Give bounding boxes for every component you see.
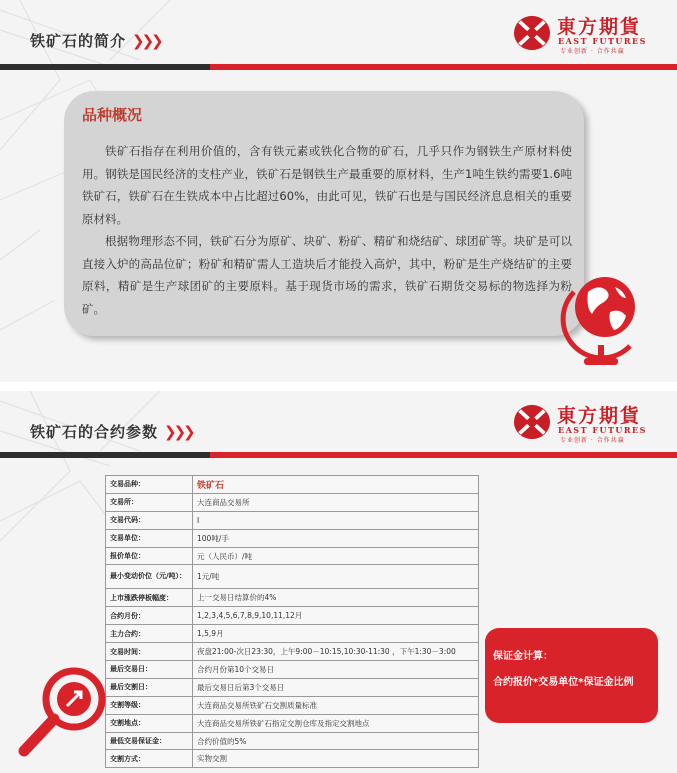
- brand-logo: [513, 401, 663, 445]
- table-row: 最后交割日： 最后交易日后第3个交易日: [106, 678, 479, 696]
- globe-icon: [560, 262, 645, 372]
- margin-callout-title: 保证金计算：: [493, 651, 553, 662]
- east-futures-logo-icon: [513, 403, 551, 441]
- title-bar-dark: [0, 64, 210, 70]
- brand-name-en: EAST FUTURES: [558, 36, 647, 46]
- brand-logo: [513, 12, 663, 56]
- table-row: 交割地点： 大连商品交易所铁矿石指定交割仓库及指定交割地点: [106, 714, 479, 732]
- chevron-right-icon: ❯❯❯: [164, 423, 193, 441]
- brand-name-cn: 東方期貨: [557, 405, 642, 427]
- table-row: 交易时间： 夜盘21:00-次日23:30，上午9:00－10:15,10:30-11:30 ，下午1:30－3:00: [106, 643, 479, 661]
- table-row: 交易代码： I: [106, 511, 479, 529]
- table-row: 最小变动价位（元/吨）： 1元/吨: [106, 565, 479, 589]
- slide-intro: [0, 0, 677, 382]
- magnifier-icon: [14, 659, 122, 767]
- intro-paragraph: 根据物理形态不同，铁矿石分为原矿、块矿、粉矿、精矿和烧结矿、球团矿等。块矿是可以直接入炉的高品位矿；粉矿和精矿需人工造块后才能投入高炉，其中，粉矿是生产烧结矿的主要原料，精矿是生产球团矿的主要原料。基于现货市场的需求，铁矿石期货交易标的物选择为粉矿。: [82, 234, 572, 316]
- table-row: 交割方式： 实物交割: [106, 750, 479, 768]
- brand-name-en: EAST FUTURES: [558, 425, 647, 435]
- brand-name-cn: 東方期貨: [557, 16, 642, 38]
- brand-slogan: 专业创新 · 合作共赢: [560, 48, 625, 55]
- chevron-right-icon: ❯❯❯: [132, 32, 161, 50]
- page-title: 铁矿石的简介 ❯❯❯: [30, 32, 161, 50]
- margin-callout-formula: 合约报价*交易单位*保证金比例: [493, 677, 634, 688]
- table-row: 上市涨跌停板幅度： 上一交易日结算价的4%: [106, 589, 479, 607]
- brand-slogan: 专业创新 · 合作共赢: [560, 437, 625, 444]
- title-bar-dark: [0, 452, 210, 458]
- table-row: 主力合约： 1,5,9月: [106, 625, 479, 643]
- table-row: 最后交易日： 合约月份第10个交易日: [106, 661, 479, 679]
- page-title: 铁矿石的合约参数 ❯❯❯: [30, 423, 193, 441]
- section-heading: 品种概况: [82, 106, 143, 124]
- table-row: 交易品种： 铁矿石: [106, 476, 479, 494]
- table-row: 交割等级： 大连商品交易所铁矿石交割质量标准: [106, 696, 479, 714]
- table-row: 交易单位： 100吨/手: [106, 529, 479, 547]
- table-row: 报价单位： 元（人民币）/吨: [106, 547, 479, 565]
- table-row: 交易所： 大连商品交易所: [106, 493, 479, 511]
- title-bar-red: [210, 452, 677, 458]
- intro-text: [82, 140, 572, 320]
- table-row: 合约月份： 1,2,3,4,5,6,7,8,9,10,11,12月: [106, 607, 479, 625]
- intro-paragraph: 铁矿石指存在利用价值的，含有铁元素或铁化合物的矿石，几乎只作为钢铁生产原材料使用。钢铁是国民经济的支柱产业，铁矿石是钢铁生产最重要的原材料，生产1吨生铁约需要1.6吨铁矿石，铁矿石在生铁成本中占比超过60%，由此可见，铁矿石也是与国民经济息息相关的重要原材料。: [82, 144, 572, 226]
- title-bar-red: [210, 64, 677, 70]
- east-futures-logo-icon: [513, 14, 551, 52]
- table-row: 最低交易保证金： 合约价值的5%: [106, 732, 479, 750]
- contract-spec-table: [105, 475, 479, 768]
- slide-contract: [0, 391, 677, 773]
